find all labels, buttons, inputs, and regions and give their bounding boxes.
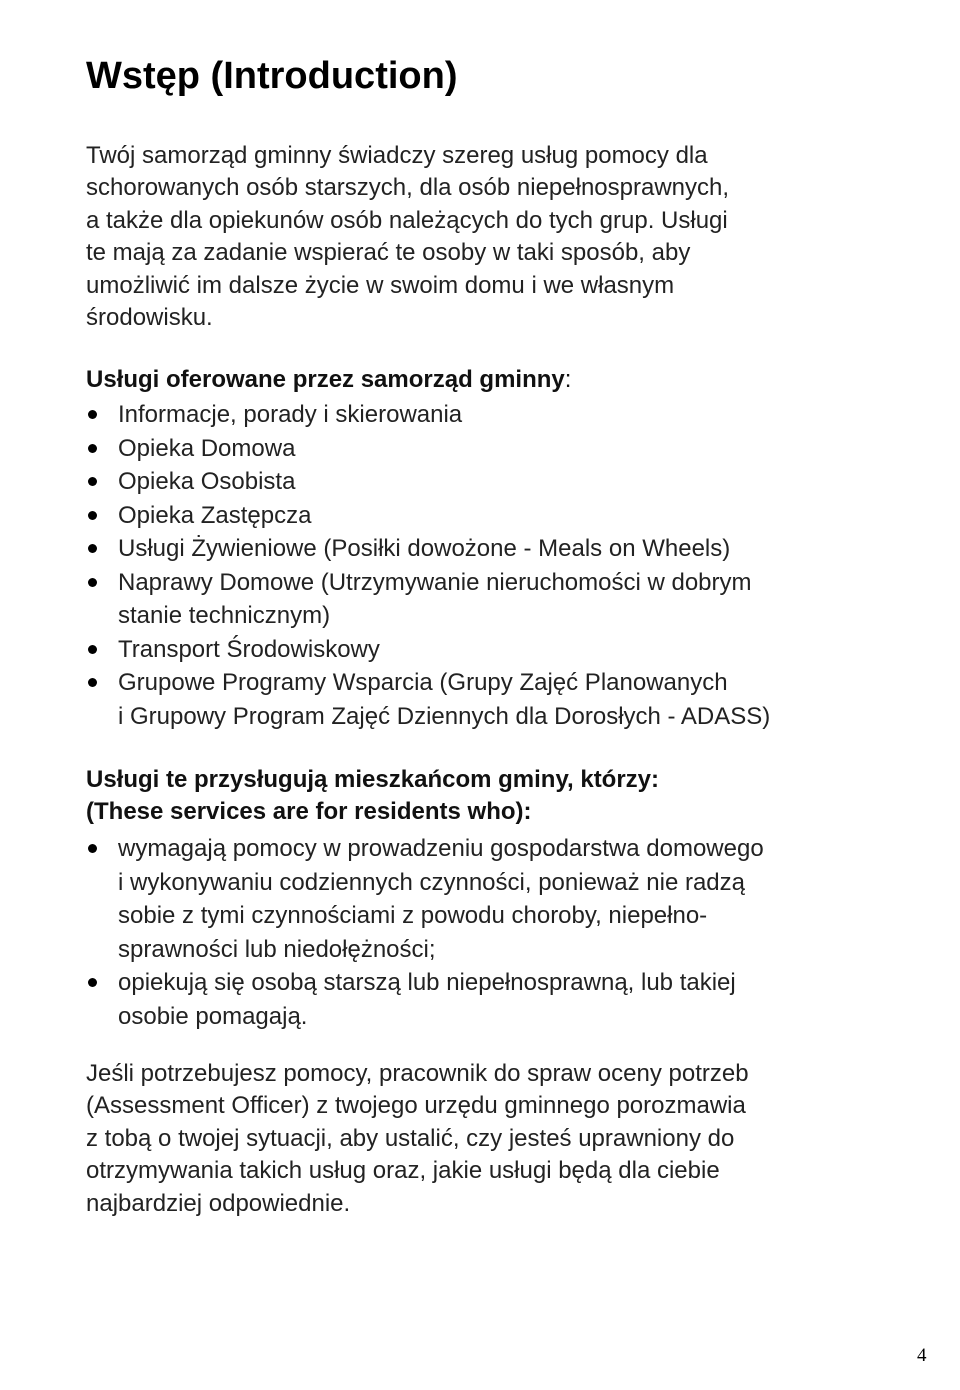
list-item-text: Informacje, porady i skierowania [118, 401, 463, 428]
closing-line: (Assessment Officer) z twojego urzędu gminnego porozmawia [86, 1092, 746, 1120]
eligibility-heading [86, 764, 659, 829]
list-item-text: Transport Środowiskowy [118, 635, 380, 663]
bullet-icon [88, 444, 97, 453]
list-item-text: i Grupowy Program Zajęć Dziennych dla Dorosłych - ADASS) [118, 702, 771, 730]
list-item [86, 499, 886, 533]
list-item [86, 966, 886, 1033]
closing-line: Jeśli potrzebujesz pomocy, pracownik do spraw oceny potrzeb [86, 1060, 749, 1087]
intro-line: a także dla opiekunów osób należących do tych grup. Usługi [86, 206, 728, 234]
list-item-text: Opieka Zastępcza [118, 501, 312, 529]
list-item-text: i wykonywaniu codziennych czynności, ponieważ nie radzą [118, 868, 745, 896]
list-item-text: Opieka Domowa [118, 434, 296, 462]
list-item-text: Opieka Osobista [118, 468, 296, 495]
list-item-text: Grupowe Programy Wsparcia (Grupy Zajęć Planowanych [118, 669, 728, 696]
list-item [86, 666, 886, 733]
services-heading-colon: : [564, 366, 572, 393]
bullet-icon [88, 978, 97, 987]
list-item-text: osobie pomagają. [118, 1002, 308, 1030]
list-item [86, 832, 886, 966]
intro-line: środowisku. [86, 304, 213, 332]
list-item-text: sobie z tymi czynnościami z powodu choroby, niepełno- [118, 902, 708, 929]
list-item-text: wymagają pomocy w prowadzeniu gospodarstwa domowego [118, 835, 764, 862]
bullet-icon [88, 678, 97, 687]
closing-paragraph [86, 1058, 866, 1220]
bullet-icon [88, 410, 97, 419]
list-item-text: Usługi Żywieniowe (Posiłki dowożone - Meals on Wheels) [118, 535, 731, 562]
list-item-text: stanie technicznym) [118, 602, 331, 629]
list-item-text: sprawności lub niedołężności; [118, 935, 436, 963]
closing-line: z tobą o twojej sytuacji, aby ustalić, czy jesteś uprawniony do [86, 1124, 735, 1152]
closing-line: otrzymywania takich usług oraz, jakie usługi będą dla ciebie [86, 1157, 720, 1185]
list-item [86, 566, 886, 633]
list-item-text: Naprawy Domowe (Utrzymywanie nieruchomości w dobrym [118, 568, 752, 596]
list-item [86, 432, 886, 466]
closing-line: najbardziej odpowiednie. [86, 1189, 351, 1217]
eligibility-list [86, 832, 886, 1033]
bullet-icon [88, 477, 97, 486]
page-number: 4 [917, 1345, 927, 1366]
page-title: Wstęp (Introduction) [86, 55, 458, 97]
bullet-icon [88, 645, 97, 654]
services-heading-text: Usługi oferowane przez samorząd gminny [86, 366, 565, 393]
list-item [86, 633, 886, 667]
list-item [86, 398, 886, 432]
bullet-icon [88, 544, 97, 553]
list-item-text: opiekują się osobą starszą lub niepełnosprawną, lub takiej [118, 969, 736, 996]
bullet-icon [88, 844, 97, 853]
list-item [86, 465, 886, 499]
intro-paragraph [86, 140, 806, 334]
intro-line: umożliwić im dalsze życie w swoim domu i we własnym [86, 271, 675, 299]
intro-line: te mają za zadanie wspierać te osoby w taki sposób, aby [86, 239, 691, 267]
services-list [86, 398, 886, 733]
services-heading [86, 364, 571, 396]
eligibility-heading-english: (These services are for residents who): [86, 798, 532, 826]
intro-line: Twój samorząd gminny świadczy szereg usług pomocy dla [86, 142, 708, 169]
eligibility-heading-polish: Usługi te przysługują mieszkańcom gminy, którzy: [86, 766, 660, 793]
list-item [86, 532, 886, 566]
intro-line: schorowanych osób starszych, dla osób niepełnosprawnych, [86, 174, 730, 202]
bullet-icon [88, 578, 97, 587]
bullet-icon [88, 511, 97, 520]
